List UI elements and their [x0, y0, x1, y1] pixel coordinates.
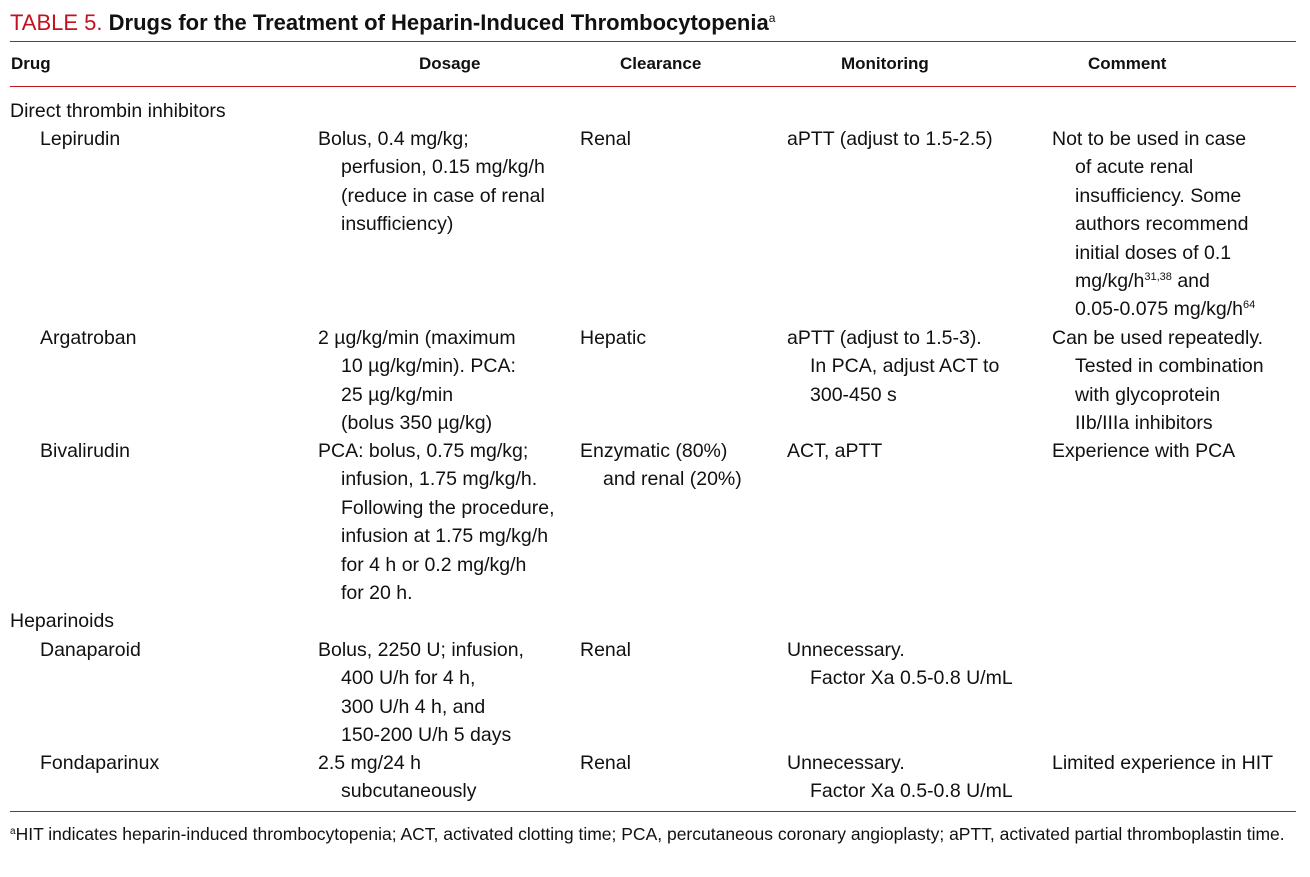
clearance-cell: Renal — [580, 128, 631, 150]
group-heading: Direct thrombin inhibitors — [10, 100, 226, 122]
dosage-cell: Bolus, 0.4 mg/kg; perfusion, 0.15 mg/kg/h (reduce in case of renal insufficiency) — [318, 128, 545, 236]
bottom-rule — [10, 811, 1296, 812]
footnote-text: HIT indicates heparin-induced thrombocytopenia; ACT, activated clotting time; PCA, percutaneous coronary angioplasty; aPTT, activated partial thromboplastin time. — [15, 824, 1285, 844]
footnote-mark: a — [10, 826, 16, 837]
top-rule — [10, 41, 1296, 42]
group-heading: Heparinoids — [10, 610, 115, 632]
table-title — [10, 4, 775, 37]
drug-name: Danaparoid — [40, 639, 141, 661]
comment-cell: Experience with PCA — [1052, 440, 1236, 462]
monitoring-cell: aPTT (adjust to 1.5-3). In PCA, adjust ACT to 300-450 s — [787, 327, 1000, 406]
reference-superscript: 64 — [1243, 299, 1256, 312]
title-footnote-mark: a — [768, 11, 776, 25]
monitoring-cell: ACT, aPTT — [787, 440, 883, 462]
comment-cell: Limited experience in HIT — [1052, 752, 1274, 774]
drug-name: Bivalirudin — [40, 440, 130, 462]
header-dosage: Dosage — [419, 54, 481, 73]
header-monitoring: Monitoring — [841, 54, 929, 73]
comment-cell: Can be used repeatedly. Tested in combination with glycoprotein IIb/IIIa inhibitors — [1052, 327, 1264, 435]
clearance-cell: Enzymatic (80%) and renal (20%) — [580, 440, 742, 491]
header-rule — [10, 86, 1296, 87]
header-comment: Comment — [1088, 54, 1167, 73]
dosage-cell: Bolus, 2250 U; infusion, 400 U/h for 4 h, 300 U/h 4 h, and 150-200 U/h 5 days — [318, 639, 524, 747]
table-title-text: Drugs for the Treatment of Heparin-Induced Thrombocytopenia — [108, 10, 769, 35]
monitoring-cell: Unnecessary. Factor Xa 0.5-0.8 U/mL — [787, 639, 1013, 690]
drug-name: Lepirudin — [40, 128, 121, 150]
dosage-cell: PCA: bolus, 0.75 mg/kg; infusion, 1.75 mg/kg/h. Following the procedure, infusion at 1.75 mg/kg/h for 4 h or 0.2 mg/kg/h for 20 h. — [318, 440, 555, 605]
drug-name: Fondaparinux — [40, 752, 160, 774]
table-number: TABLE 5. — [10, 10, 103, 35]
header-drug: Drug — [11, 54, 51, 73]
monitoring-cell: Unnecessary. Factor Xa 0.5-0.8 U/mL — [787, 752, 1013, 803]
dosage-cell: 2.5 mg/24 h subcutaneously — [318, 752, 477, 803]
table-footnote — [10, 822, 1296, 846]
clearance-cell: Hepatic — [580, 327, 647, 349]
dosage-cell: 2 µg/kg/min (maximum 10 µg/kg/min). PCA: 25 µg/kg/min (bolus 350 µg/kg) — [318, 327, 516, 435]
reference-superscript: 31,38 — [1144, 271, 1172, 284]
comment-cell: Not to be used in case of acute renal insufficiency. Some authors recommend initial doses of 0.1 $mg/kg/h^{31,38}$ and 0.05-0.075 $mg/kg/h^{64}$ — [1052, 128, 1256, 321]
clearance-cell: Renal — [580, 639, 631, 661]
clearance-cell: Renal — [580, 752, 631, 774]
header-clearance: Clearance — [620, 54, 702, 73]
monitoring-cell: aPTT (adjust to 1.5-2.5) — [787, 128, 993, 150]
drug-name: Argatroban — [40, 327, 137, 349]
